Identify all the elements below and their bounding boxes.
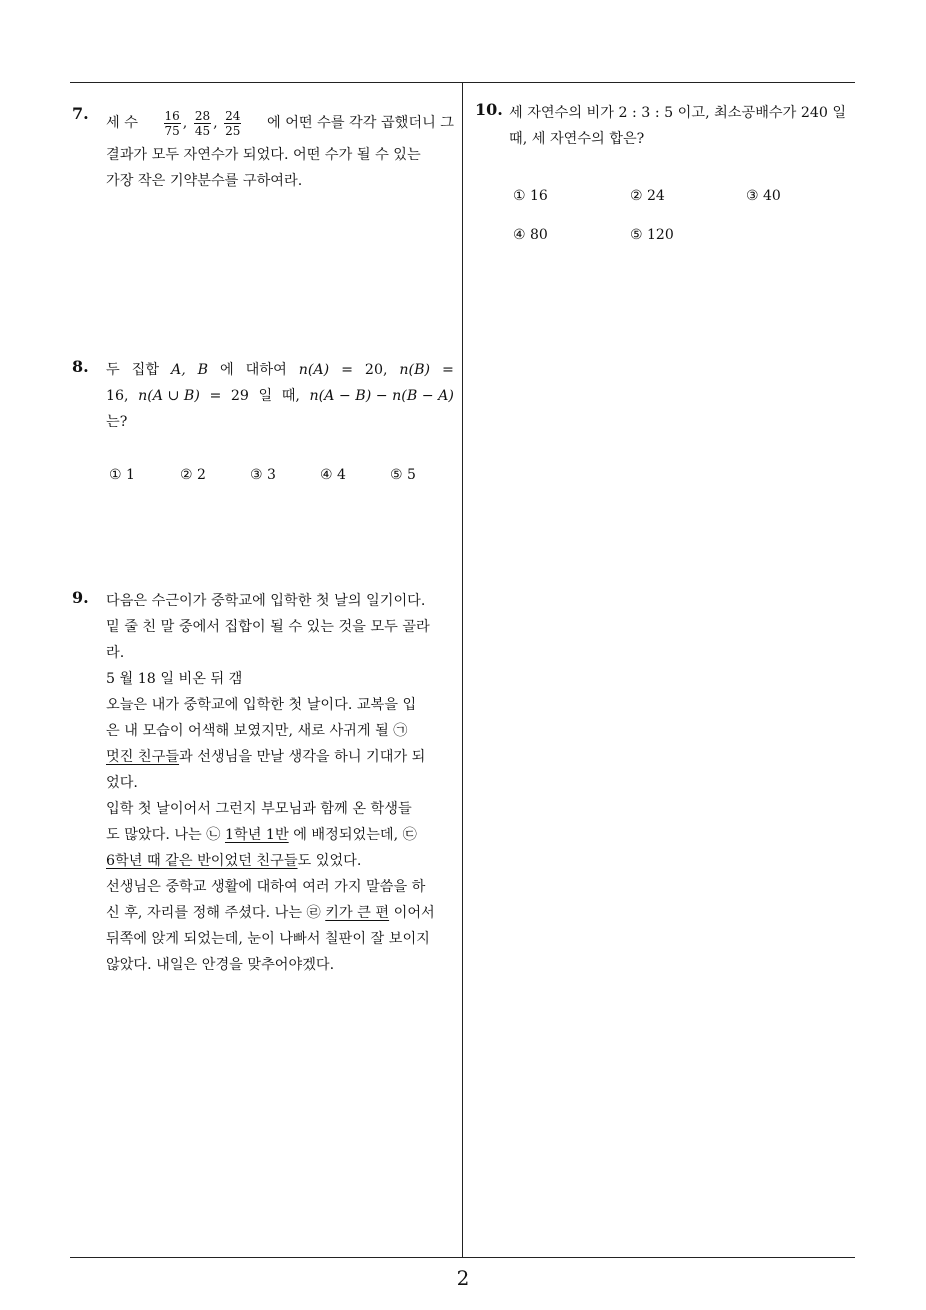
q7-line1: [106, 104, 454, 142]
q8-choice-3[interactable]: ③ 3: [250, 467, 276, 483]
q9-line3: 라.: [106, 645, 125, 661]
underline-a: 멋진 친구들: [106, 749, 180, 765]
q10-choice-4[interactable]: ④ 80: [513, 227, 548, 243]
q10-choice-2[interactable]: ② 24: [630, 188, 665, 204]
question-8: [106, 357, 454, 435]
q10-line2: 때, 세 자연수의 합은?: [509, 131, 645, 147]
q7-line1-tail: 에 어떤 수를 각각 곱했더니 그: [266, 115, 454, 131]
q9-number: 9.: [72, 588, 89, 607]
page-number: 2: [456, 1266, 470, 1290]
bottom-rule: [70, 1257, 855, 1258]
q7-fraction-2: $\frac{28}{45}$: [194, 108, 211, 138]
underline-c: 6학년 때 같은 반이었던 친구들: [106, 853, 298, 869]
diary-p1-line4: 었다.: [106, 775, 138, 791]
diary-p1-line2: 은 내 모습이 어색해 보였지만, 새로 사귀게 될 ㉠: [106, 723, 408, 739]
q7-line2: 결과가 모두 자연수가 되었다. 어떤 수가 될 수 있는: [106, 147, 421, 163]
q8-choice-2[interactable]: ② 2: [180, 467, 206, 483]
q8-number: 8.: [72, 357, 89, 376]
underline-b: 1학년 1반: [224, 827, 289, 843]
q9-line1: 다음은 수근이가 중학교에 입학한 첫 날의 일기이다.: [106, 593, 426, 609]
column-divider: [462, 82, 463, 1257]
q8-choice-4[interactable]: ④ 4: [320, 467, 346, 483]
q8-line2: 16, n(A ∪ B) = 29 일 때, n(A − B) − n(B − A): [106, 388, 454, 404]
q7-pre: 세 수: [106, 115, 138, 131]
diary-p1-line3: 멋진 친구들과 선생님을 만날 생각을 하니 기대가 되: [106, 749, 426, 765]
q7-fraction-3: $\frac{24}{25}$: [225, 108, 241, 138]
q9-line2: 밑 줄 친 말 중에서 집합이 될 수 있는 것을 모두 골라: [106, 619, 430, 635]
diary-date: 5 월 18 일 비온 뒤 갬: [106, 671, 243, 687]
q7-fraction-1: $\frac{16}{75}$: [164, 108, 180, 138]
q8-choice-1[interactable]: ① 1: [109, 467, 135, 483]
q10-number: 10.: [475, 100, 503, 119]
question-9: [106, 588, 454, 978]
diary-p1-line1: 오늘은 내가 중학교에 입학한 첫 날이다. 교복을 입: [106, 697, 417, 713]
q8-line3: 는?: [106, 414, 128, 430]
diary-p3-line3: 뒤쪽에 앉게 되었는데, 눈이 나빠서 칠판이 잘 보이지: [106, 931, 430, 947]
q8-choice-5[interactable]: ⑤ 5: [390, 467, 416, 483]
diary-p3-line2: 신 후, 자리를 정해 주셨다. 나는 ㉣ 키가 큰 편 이어서: [106, 905, 435, 921]
q10-choice-3[interactable]: ③ 40: [746, 188, 781, 204]
diary-p2-line2: 도 많았다. 나는 ㉡ 1학년 1반 에 배정되었는데, ㉢: [106, 827, 417, 843]
q10-line1: 세 자연수의 비가 2 : 3 : 5 이고, 최소공배수가 240 일: [509, 105, 847, 121]
q7-fractions: $\frac{16}{75}$ , $\frac{28}{45}$ , $\frac{24}{25}$: [164, 108, 241, 138]
q10-choice-5[interactable]: ⑤ 120: [630, 227, 674, 243]
q7-line3: 가장 작은 기약분수를 구하여라.: [106, 173, 303, 189]
diary-p3-line1: 선생님은 중학교 생활에 대하여 여러 가지 말씀을 하: [106, 879, 426, 895]
diary-p2-line1: 입학 첫 날이어서 그런지 부모님과 함께 온 학생들: [106, 801, 412, 817]
question-10: [509, 100, 859, 152]
underline-d: 키가 큰 편: [325, 905, 390, 921]
q7-number: 7.: [72, 104, 89, 123]
diary-p2-line3: 6학년 때 같은 반이었던 친구들도 있었다.: [106, 853, 362, 869]
q10-choice-1[interactable]: ① 16: [513, 188, 548, 204]
q8-line1: 두 집합 A, B 에 대하여 n(A) = 20, n(B) =: [106, 362, 454, 378]
diary-p3-line4: 않았다. 내일은 안경을 맞추어야겠다.: [106, 957, 335, 973]
question-7: [106, 104, 454, 194]
